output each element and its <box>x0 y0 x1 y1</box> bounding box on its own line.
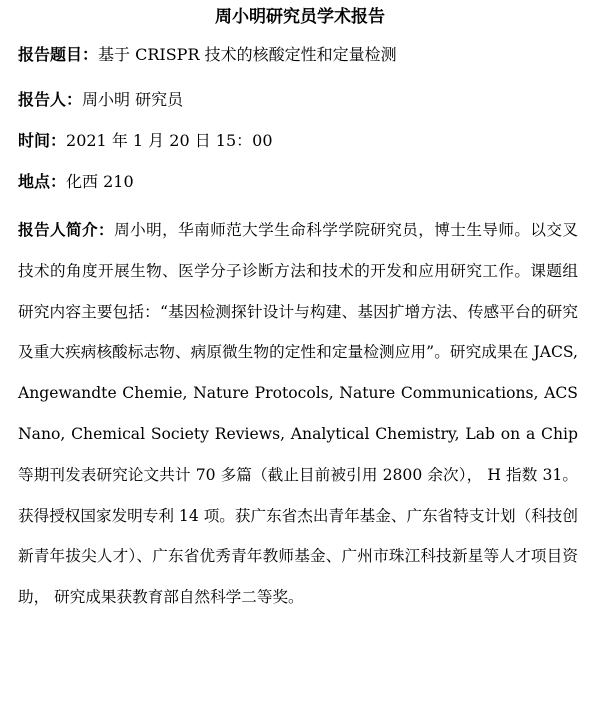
time-label: 时间： <box>18 131 67 150</box>
speaker-row <box>18 87 588 113</box>
speaker-label: 报告人： <box>18 90 83 109</box>
speaker-value: 周小明 研究员 <box>82 90 184 109</box>
bio-label: 报告人简介： <box>18 221 115 239</box>
topic-label: 报告题目： <box>18 45 99 64</box>
topic-value: 基于 CRISPR 技术的核酸定性和定量检测 <box>98 45 397 64</box>
time-row <box>18 128 588 154</box>
bio-text: 周小明，华南师范大学生命科学学院研究员，博士生导师。以交叉技术的角度开展生物、医学分子诊断方法和技术的开发和应用研究工作。课题组研究内容主要包括：“基因检测探针设计与构建、基因扩增方法、传感平台的研究及重大疾病核酸标志物、病原微生物的定性和定量检测应用”。研究成果在 JACS, Angewandte Chemie, Nature Protocols, Nature Communications, ACS Nano, Chemical Society Reviews, Analytical Chemistry, Lab on a Chip 等期刊发表研究论文共计 70 多篇（截止目前被引用 2800 余次）， H 指数 31。获得授权国家发明专利 14 项。获广东省杰出青年基金、广东省特支计划（科技创新青年拔尖人才）、广东省优秀青年教师基金、广州市珠江科技新星等人才项目资助， 研究成果获教育部自然科学二等奖。 <box>18 221 578 607</box>
time-value: 2021 年 1 月 20 日 15：00 <box>66 131 273 150</box>
speaker-bio <box>18 210 578 618</box>
topic-row <box>18 42 588 68</box>
location-row <box>18 169 588 195</box>
location-label: 地点： <box>18 172 67 191</box>
page-title: 周小明研究员学术报告 <box>215 7 385 27</box>
location-value: 化西 210 <box>66 172 134 191</box>
